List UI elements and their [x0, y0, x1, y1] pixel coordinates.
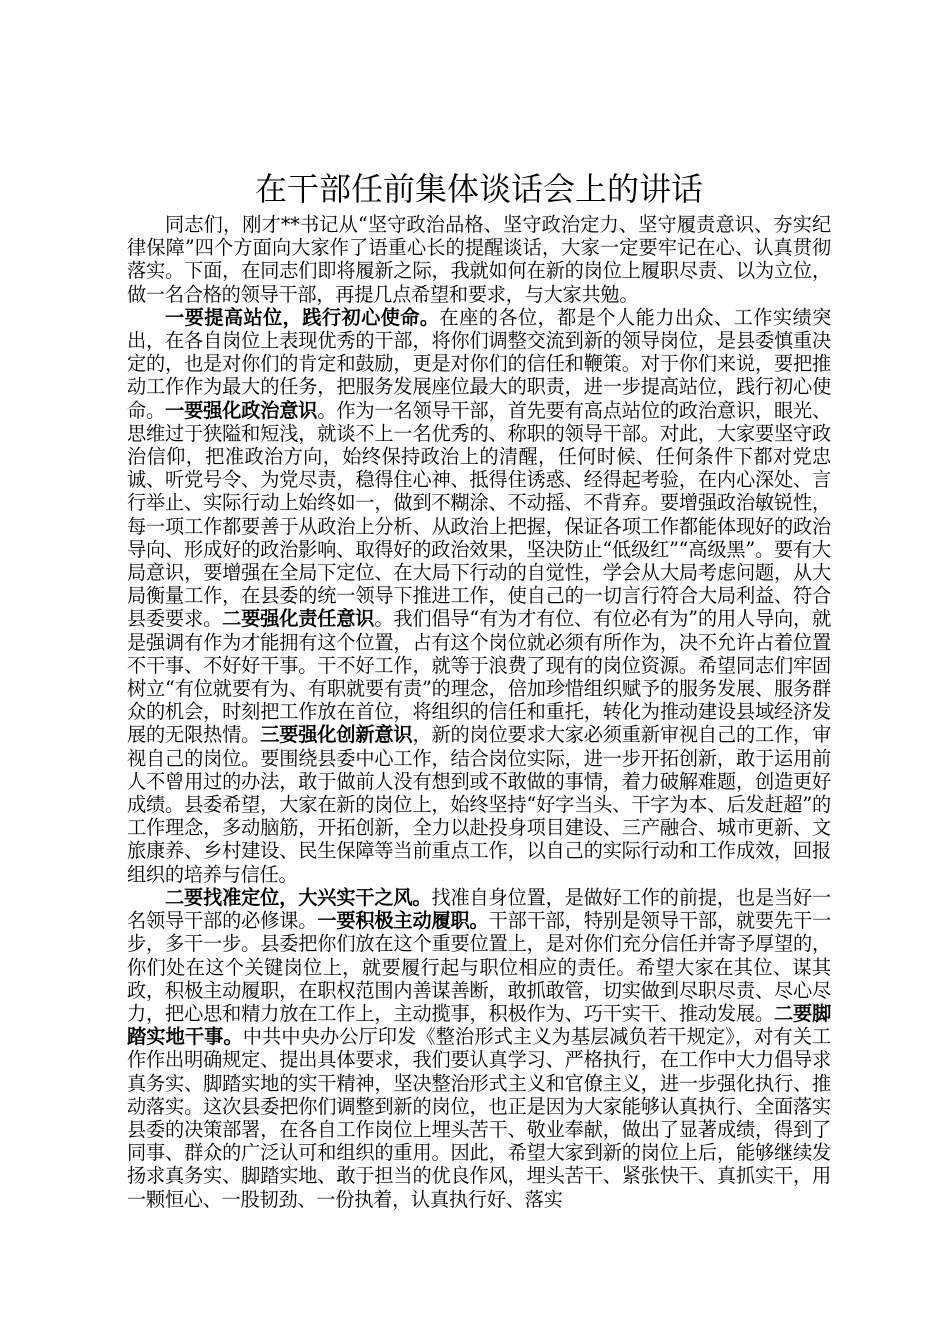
down-to-earth-text: 中共中央办公厅印发《整治形式主义为基层减负若干规定》，对有关工作作出明确规定、提出具体要求，我们要认真学习、严格执行，在工作中大力倡导求真务实、脚踏实地的实干精神，坚决整治形式主义和官僚主义，进一步强化执行、推动落实。这次县委把你们调整到新的岗位，也正是因为大家能够认真执行、全面落实县委的决策部署，在各自工作岗位上埋头苦干、敬业奉献，做出了显著成绩，得到了同事、群众的广泛认可和组织的重用。因此，希望大家到新的岗位上后，能够继续发扬求真务实、脚踏实地、敢于担当的优良作风，埋头苦干、紧张快干、真抓实干，用一颗恒心、一股韧劲、一份执着，认真执行好、落实: [127, 1025, 831, 1211]
section-one-text: 在座的各位，都是个人能力出众、工作实绩突出，在各自岗位上表现优秀的干部，将你们调整交流到新的领导岗位，是县委慎重决定的，也是对你们的肯定和鼓励，更是对你们的信任和鞭策。对于你们来说，要把推动工作作为最大的任务，把服务发展座位最大的职责，进一步提高站位，践行初心使命。: [127, 305, 832, 422]
opening-text: 同志们，刚才**书记从“坚守政治品格、坚守政治定力、坚守履责意识、夯实纪律保障”四个方面向大家作了语重心长的提醒谈话，大家一定要牢记在心、认真贯彻落实。下面，在同志们即将履新之际，我就如何在新的岗位上履职尽责、以为立位，做一名合格的领导干部，再提几点希望和要求，与大家共勉。: [127, 213, 831, 306]
subheading-down-to-earth: 二要脚踏实地干事。: [127, 1001, 832, 1049]
document-title: 在干部任前集体谈话会上的讲话: [254, 170, 703, 208]
active-duty-text: 干部干部，特别是领导干部，就要先干一步，多干一步。县委把你们放在这个重要位置上，是对你们充分信任并寄予厚望的，你们处在这个关键岗位上，就要履行起与职位相应的责任。希望大家在其位、谋其政，积极主动履职，在职权范围内善谋善断，敢抓敢管，切实做到尽职尽责、尽心尽力，把心思和精力放在工作上，主动揽事，积极作为、巧干实干、推动发展。: [127, 909, 832, 1025]
subheading-active-duty: 一要积极主动履职。: [317, 909, 489, 933]
subheading-responsibility-awareness: 二要强化责任意识: [222, 607, 375, 631]
political-awareness-text: 。作为一名领导干部，首先要有高点站位的政治意识，眼光、思维过于狭隘和短浅，就谈不上一名优秀的、称职的领导干部。对此，大家要坚守政治信仰，把准政治方向，始终保持政治上的清醒，任何时候、任何条件下都对党忠诚、听党号令、为党尽责，稳得住心神、抵得住诱惑、经得起考验，在内心深处、言行举止、实际行动上始终如一，做到不糊涂、不动摇、不背弃。要增强政治敏锐性，每一项工作都要善于从政治上分析、从政治上把握，保证各项工作都能体现好的政治导向、形成好的政治影响、取得好的政治效果，坚决防止“低级红”“高级黑”。要有大局意识，要增强在全局下定位、在大局下行动的自觉性，学会从大局考虑问题，从大局衡量工作，在县委的统一领导下推进工作，使自己的一切言行符合大局利益、符合县委要求。: [127, 398, 832, 631]
innovation-awareness-text: ，新的岗位要求大家必须重新审视自己的工作，审视自己的岗位。要围绕县委中心工作，结合岗位实际，进一步开拓创新，敢于运用前人不曾用过的办法，敢于做前人没有想到或不敢做的事情，着力破解难题，创造更好成绩。县委希望，大家在新的岗位上，始终坚持“好字当头、干字为本、后发赶超”的工作理念，多动脑筋，开拓创新，全力以赴投身项目建设、三产融合、城市更新、文旅康养、乡村建设、民生保障等当前重点工作，以自己的实际行动和工作成效，回报组织的培养与信任。: [127, 723, 832, 886]
section-two-text: 找准自身位置，是做好工作的前提，也是当好一名领导干部的必修课。: [127, 885, 831, 933]
subheading-innovation-awareness: 三要强化创新意识: [260, 723, 413, 747]
paragraph-section-two: [127, 886, 831, 1211]
paragraph-opening: [127, 213, 831, 306]
subheading-political-awareness: 一要强化政治意识: [165, 398, 318, 422]
section-two-heading: 二要找准定位，大兴实干之风。: [165, 885, 432, 909]
section-one-heading: 一要提高站位，践行初心使命。: [165, 305, 440, 329]
document-page: [127, 165, 831, 1211]
responsibility-awareness-text: 。我们倡导“有为才有位、有位必有为”的用人导向，就是强调有作为才能拥有这个位置，占有这个岗位就必须有所作为，决不允许占着位置不干事、不好好干事。干不好工作，就等于浪费了现有的岗位资源。希望同志们牢固树立“有位就要有为、有职就要有责”的理念，倍加珍惜组织赋予的服务发展、服务群众的机会，时刻把工作放在首位，将组织的信任和重托，转化为推动建设县域经济发展的无限热情。: [127, 607, 832, 747]
paragraph-section-one: [127, 306, 831, 886]
